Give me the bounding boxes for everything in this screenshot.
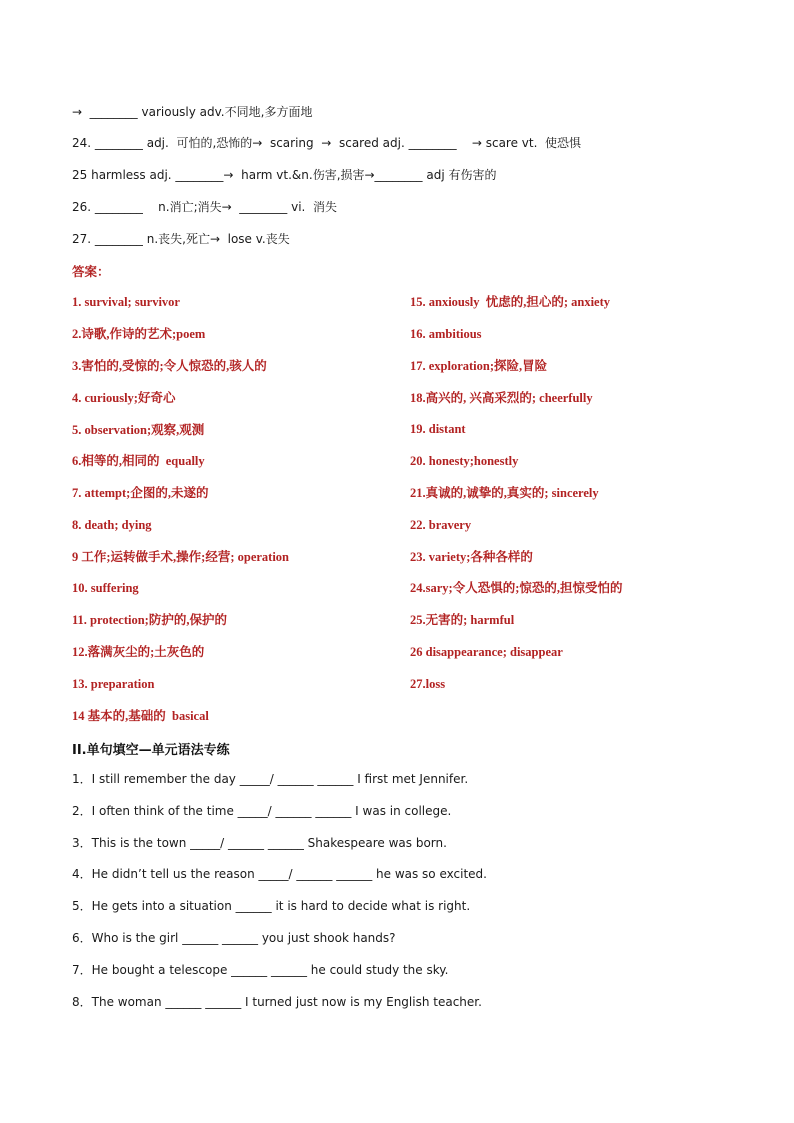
answer-item: 17. exploration;探险,冒险 xyxy=(410,359,548,373)
question-item: 3．This is the town _____/ ______ ______ Shakespeare was born. xyxy=(72,836,447,850)
question-item: 8．The woman ______ ______ I turned just now is my English teacher. xyxy=(72,995,482,1009)
answer-item: 5. observation;观察,观测 xyxy=(72,423,205,437)
answer-item: 23. variety;各种各样的 xyxy=(410,550,533,564)
answer-item: 14 基本的,基础的 basical xyxy=(72,709,209,723)
answer-item: 24.sary;令人恐惧的;惊恐的,担惊受怕的 xyxy=(410,581,623,595)
answer-item: 8. death; dying xyxy=(72,518,152,532)
question-item: 4．He didn’t tell us the reason _____/ ______ ______ he was so excited. xyxy=(72,867,487,881)
answer-item: 26 disappearance; disappear xyxy=(410,645,563,659)
answer-item: 20. honesty;honestly xyxy=(410,454,519,468)
answer-item: 19. distant xyxy=(410,422,466,436)
question-item: 7．He bought a telescope ______ ______ he could study the sky. xyxy=(72,963,449,977)
answer-item: 10. suffering xyxy=(72,581,139,595)
vocab-line-27: 27. ________ n.丧失,死亡→ lose v.丧失 xyxy=(72,232,290,246)
answer-item: 13. preparation xyxy=(72,677,155,691)
answer-item: 7. attempt;企图的,未遂的 xyxy=(72,486,209,500)
answer-item: 9 工作;运转做手术,操作;经营; operation xyxy=(72,550,289,564)
question-item: 1．I still remember the day _____/ ______ ______ I first met Jennifer. xyxy=(72,772,469,786)
answer-item: 1. survival; survivor xyxy=(72,295,180,309)
answer-item: 16. ambitious xyxy=(410,327,482,341)
answer-item: 18.高兴的, 兴高采烈的; cheerfully xyxy=(410,391,593,405)
vocab-line-24: 24. ________ adj. 可怕的,恐怖的→ scaring → scared adj. ________ → scare vt. 使恐惧 xyxy=(72,136,582,150)
answer-item: 22. bravery xyxy=(410,518,472,532)
answer-item: 12.落满灰尘的;土灰色的 xyxy=(72,645,205,659)
answer-item: 21.真诚的,诚挚的,真实的; sincerely xyxy=(410,486,599,500)
answer-item: 15. anxiously 忧虑的,担心的; anxiety xyxy=(410,295,611,309)
question-item: 2．I often think of the time _____/ ______ ______ I was in college. xyxy=(72,804,452,818)
question-item: 5．He gets into a situation ______ it is hard to decide what is right. xyxy=(72,899,471,913)
section-title: II.单句填空—单元语法专练 xyxy=(72,743,230,758)
answer-item: 6.相等的,相同的 equally xyxy=(72,454,205,468)
answer-item: 27.loss xyxy=(410,677,446,691)
answers-heading: 答案： xyxy=(72,264,110,279)
answer-item: 3.害怕的,受惊的;令人惊恐的,骇人的 xyxy=(72,359,267,373)
answer-item: 4. curiously;好奇心 xyxy=(72,391,176,405)
answer-item: 2.诗歌,作诗的艺术;poem xyxy=(72,327,206,341)
answer-item: 11. protection;防护的,保护的 xyxy=(72,613,227,627)
vocab-line-26: 26. ________ n.消亡;消失→ ________ vi. 消失 xyxy=(72,200,337,214)
question-item: 6．Who is the girl ______ ______ you just shook hands? xyxy=(72,931,396,945)
vocab-line-25: 25 harmless adj. ________→ harm vt.&n.伤害,损害→________ adj 有伤害的 xyxy=(72,168,497,182)
vocab-line-variously: → ________ variously adv.不同地,多方面地 xyxy=(72,105,313,119)
answer-item: 25.无害的; harmful xyxy=(410,613,515,627)
